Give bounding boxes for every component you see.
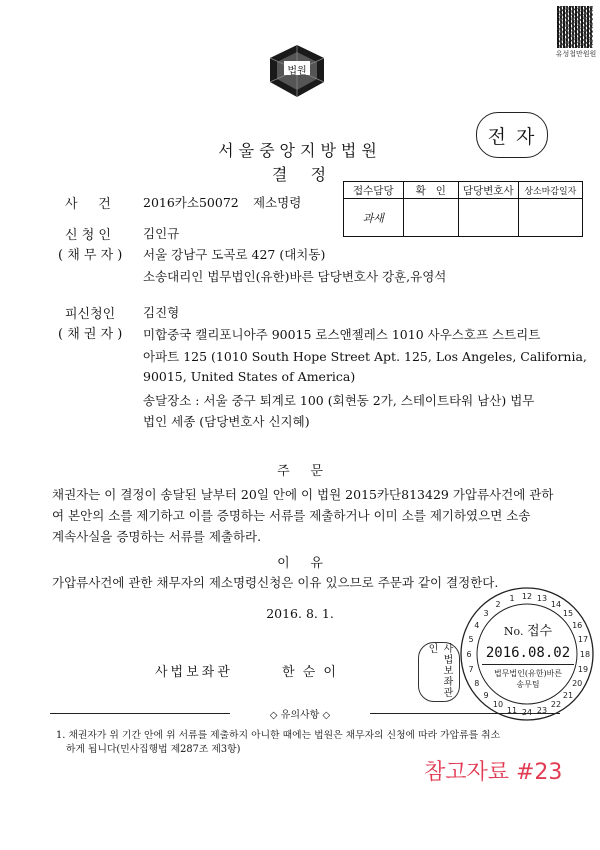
receipt-ring-number: 16: [572, 621, 583, 630]
receipt-stamp-body: [482, 620, 574, 690]
receipt-no-label: No.: [503, 625, 524, 638]
approval-cell: [458, 199, 518, 237]
receipt-ring-number: 10: [492, 700, 504, 710]
receipt-ring-number: 5: [468, 635, 474, 644]
respondent-service-line: 법인 세종 (담당변호사 신지혜): [143, 414, 310, 429]
receipt-ring-number: 13: [536, 594, 548, 603]
document-title: 결 정: [271, 165, 329, 184]
receipt-ring-number: 1: [509, 594, 515, 603]
applicant-address: 서울 강남구 도곡로 427 (대치동): [143, 247, 326, 262]
receipt-org-line2: 송무팀: [516, 680, 540, 689]
receipt-ring-number: 23: [536, 706, 548, 715]
respondent-sublabel: ( 채 권 자 ): [58, 327, 123, 342]
reference-label: 참고자료 #23: [424, 760, 563, 785]
receipt-ring-number: 3: [483, 609, 489, 618]
official-seal: [418, 642, 460, 702]
court-name: 서울중앙지방법원: [218, 141, 382, 160]
official-seal-text: 사법보좌관인: [426, 643, 452, 698]
reason-heading: 이 유: [277, 556, 323, 571]
order-text: [52, 484, 572, 547]
order-line: 계속사실을 증명하는 서류를 제출하라.: [52, 529, 262, 544]
receipt-ring-number: 24: [521, 708, 533, 717]
receipt-ring-number: 2: [495, 599, 501, 609]
notes-heading: ◇ 유의사항 ◇: [230, 706, 370, 721]
applicant-label: 신 청 인: [65, 228, 111, 243]
applicant-agent: 소송대리인 법무법인(유한)바른 담당변호사 강훈,유영석: [143, 269, 447, 284]
receipt-org-line1: 법무법인(유한)바른: [493, 669, 563, 678]
receipt-ring-number: 8: [474, 679, 480, 688]
reason-text: 가압류사건에 관한 채무자의 제소명령신청은 이유 있으므로 주문과 같이 결정한다.: [52, 575, 499, 590]
respondent-name: 김진형: [143, 305, 180, 320]
electronic-stamp: [476, 112, 548, 158]
respondent-address-line: 미합중국 캘리포니아주 90015 로스앤젤레스 1010 사우스호프 스트리트: [143, 327, 541, 342]
receipt-ring-number: 20: [572, 679, 583, 688]
signer-name: 한 순 이: [282, 665, 338, 680]
emblem-text: 법원: [287, 66, 307, 77]
receipt-ring-number: 11: [506, 706, 518, 715]
receipt-ring-number: 6: [466, 650, 472, 659]
decision-date: 2016. 8. 1.: [266, 606, 334, 621]
respondent-address-line: 아파트 125 (1010 South Hope Street Apt. 125, Los Angeles, California,: [143, 349, 587, 364]
approval-header: 확 인: [403, 182, 458, 199]
approval-header: 상소마감일자: [518, 182, 582, 199]
approval-cell-signature: [344, 199, 404, 237]
receipt-date: 2016.08.02: [482, 645, 574, 665]
receipt-ring-number: 9: [483, 691, 489, 700]
respondent-service-line: 송달장소 : 서울 중구 퇴계로 100 (회현동 2가, 스테이트타워 남산) 법무: [143, 393, 535, 408]
receipt-ring-number: 7: [468, 665, 474, 674]
receipt-ring-number: 18: [579, 650, 591, 659]
approval-header: 담당변호사: [458, 182, 518, 199]
receipt-ring-number: 21: [562, 691, 574, 700]
receipt-ring-number: 14: [550, 599, 562, 609]
receipt-ring-number: 22: [550, 700, 562, 710]
receipt-title: 접수: [526, 624, 553, 639]
approval-cell: [518, 199, 582, 237]
approval-table: [343, 181, 583, 237]
receipt-ring-number: 4: [474, 621, 480, 630]
receipt-ring-number: 19: [577, 665, 589, 674]
notes-line: 1. 채권자가 위 기간 안에 위 서류를 제출하지 아니한 때에는 법원은 채무자의 신청에 따라 가압류를 취소: [56, 730, 501, 741]
order-line: 채권자는 이 결정이 송달된 날부터 20일 안에 이 법원 2015카단813429 가압류사건에 관하: [52, 487, 554, 502]
order-line: 여 본안의 소를 제기하고 이를 증명하는 서류를 제출하거나 이미 소를 제기하였으면 소송: [52, 508, 531, 523]
electronic-stamp-text: 전 자: [487, 125, 537, 148]
receipt-ring-number: 17: [577, 635, 589, 644]
qr-caption: 유성첩만원원: [555, 50, 597, 58]
approval-cell: [403, 199, 458, 237]
receipt-ring-number: 15: [562, 609, 574, 618]
approval-signature: 과새: [362, 211, 384, 225]
respondent-label: 피신청인: [65, 307, 116, 322]
notes-line: 하게 됩니다(민사집행법 제287조 제3항): [66, 744, 241, 755]
case-number: 2016카소50072: [143, 195, 239, 210]
qr-code-pattern: [557, 6, 593, 48]
case-name: 제소명령: [253, 195, 302, 210]
signer-title: 사법보좌관: [155, 665, 233, 680]
case-label: 사 건: [65, 197, 111, 212]
applicant-name: 김인규: [143, 226, 180, 241]
approval-header: 접수담당: [344, 182, 404, 199]
receipt-ring-number: 12: [521, 592, 533, 601]
order-heading: 주 문: [277, 464, 323, 479]
respondent-address-line: 90015, United States of America): [143, 369, 356, 384]
applicant-sublabel: ( 채 무 자 ): [58, 248, 123, 263]
